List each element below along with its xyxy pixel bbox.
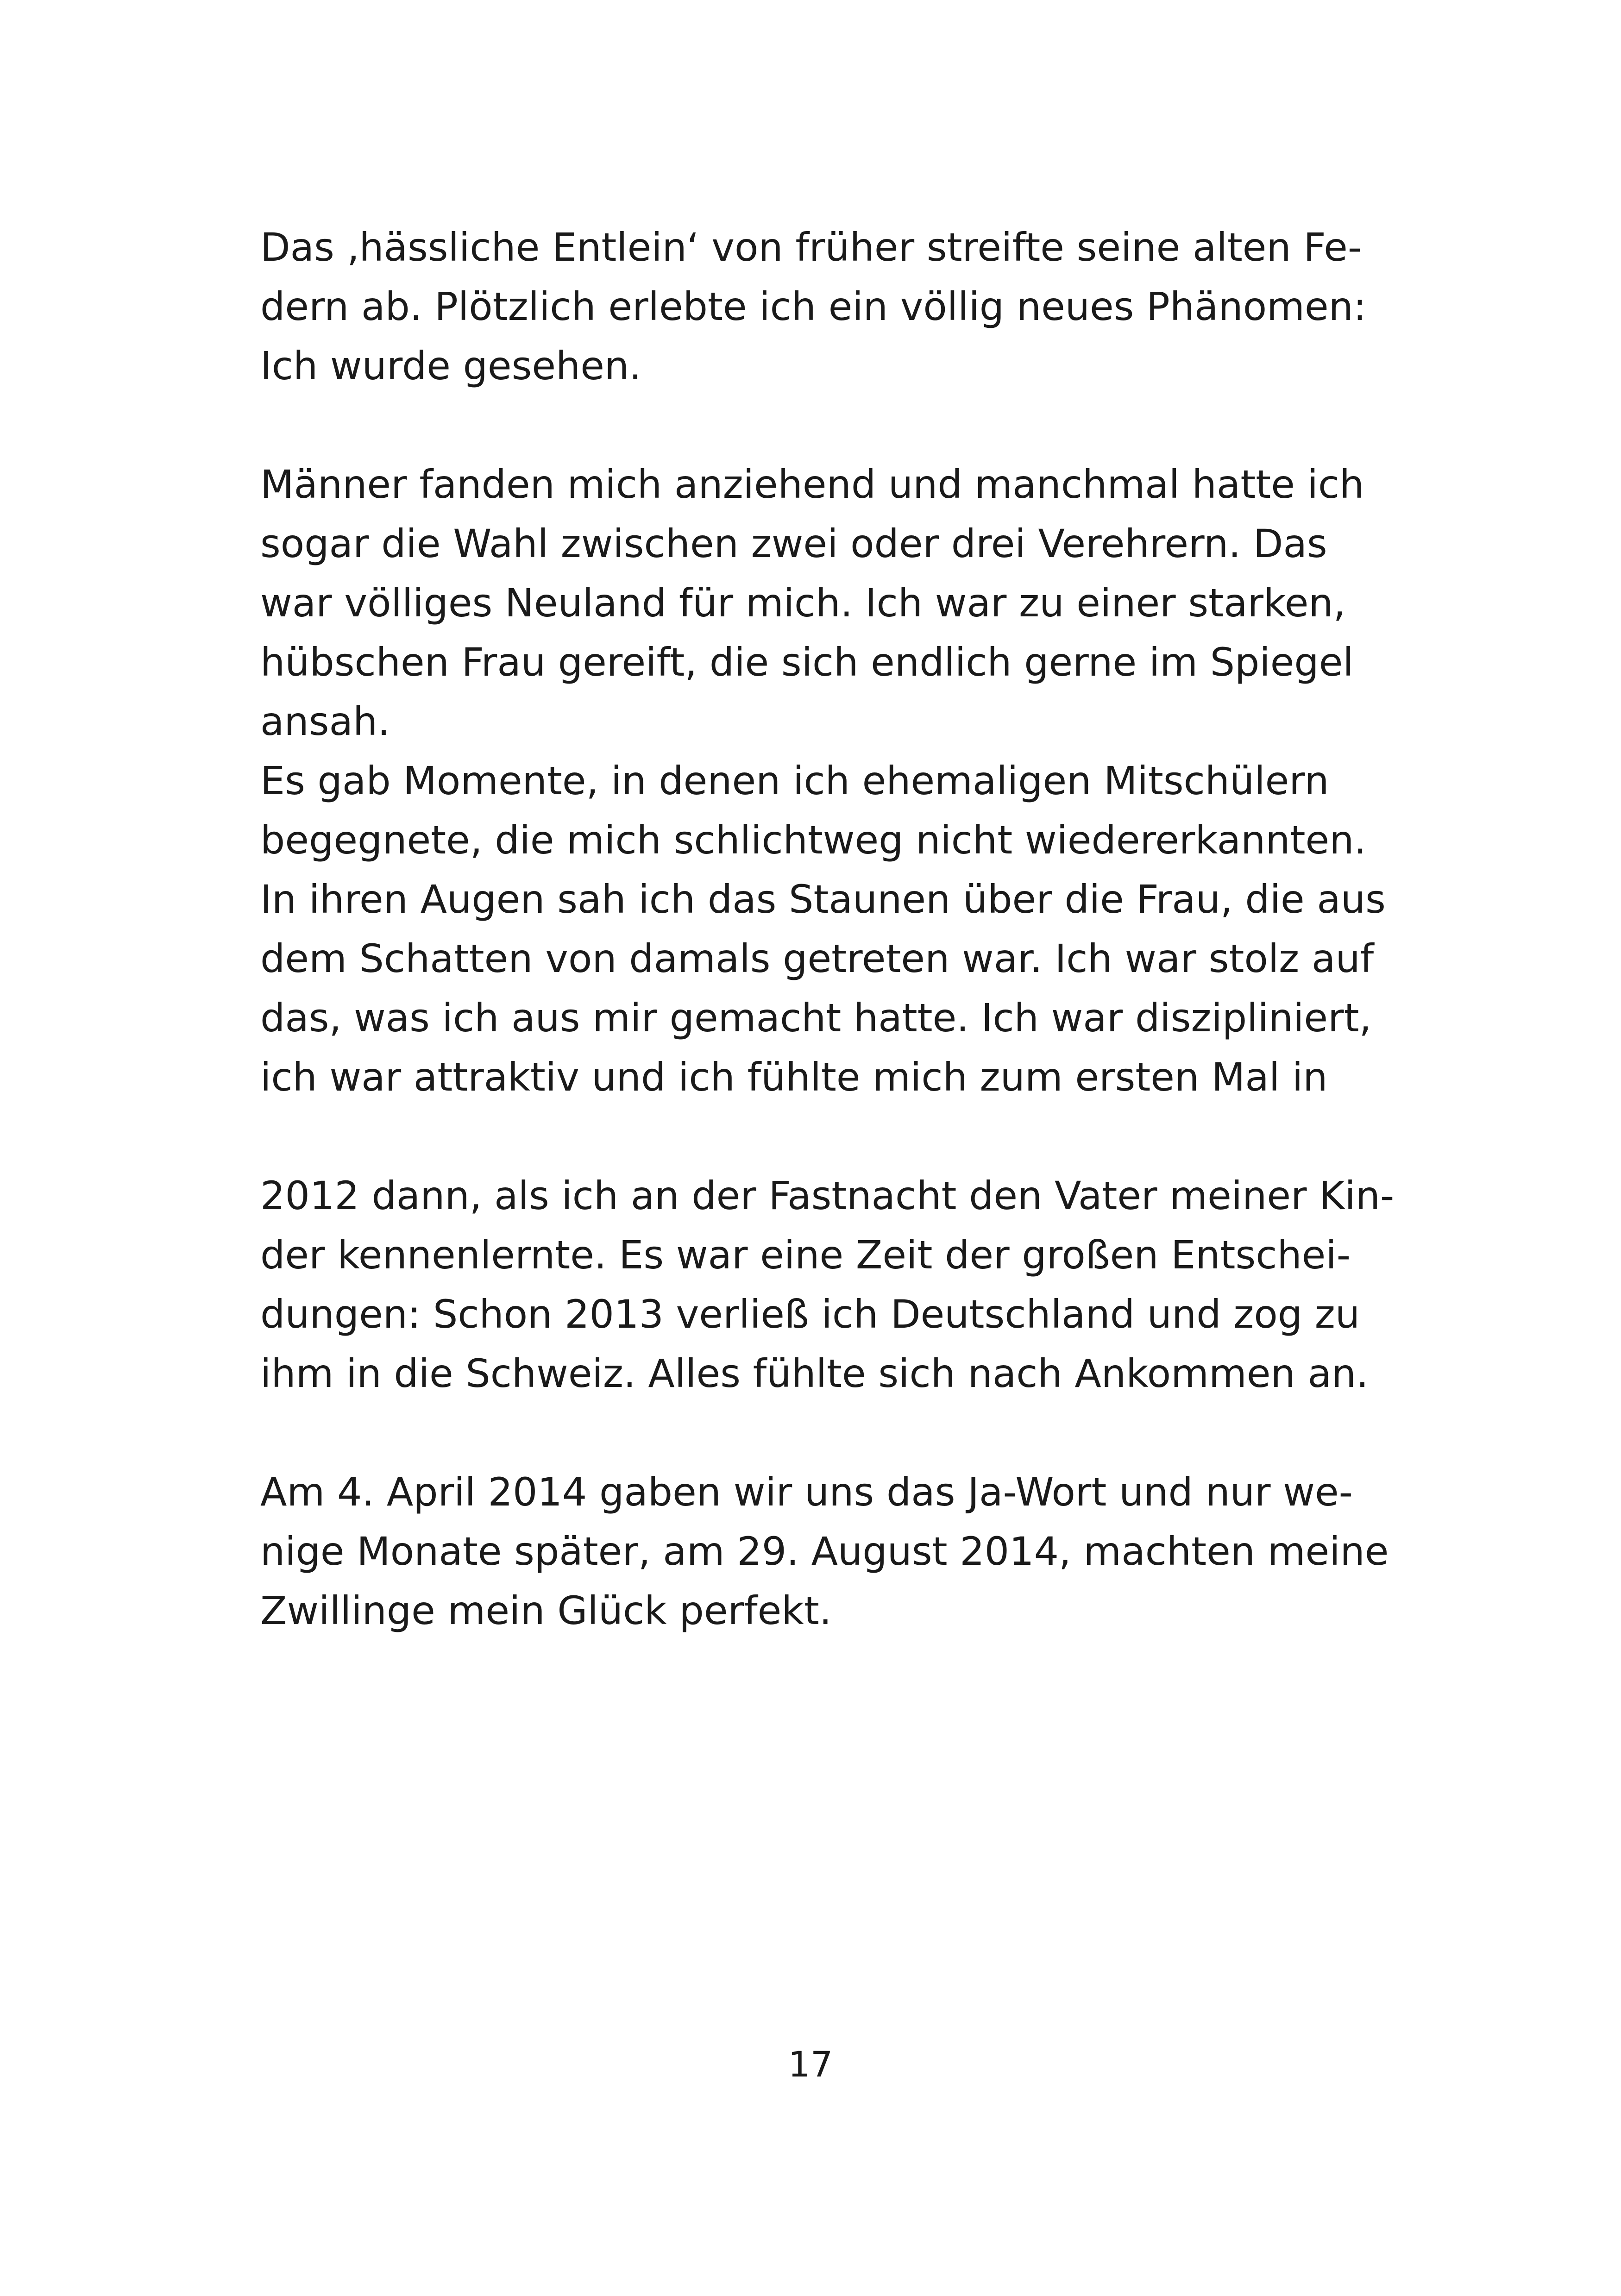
text-line: das, was ich aus mir gemacht hatte. Ich war diszipliniert,	[260, 995, 1372, 1041]
page-number: 17	[788, 2044, 833, 2085]
text-line: ansah.	[260, 699, 390, 744]
text-line: 2012 dann, als ich an der Fastnacht den Vater meiner Kin-	[260, 1173, 1395, 1218]
text-line: In ihren Augen sah ich das Staunen über die Frau, die aus	[260, 877, 1386, 922]
text-line: ich war attraktiv und ich fühlte mich zum ersten Mal in	[260, 1054, 1328, 1100]
text-line: sogar die Wahl zwischen zwei oder drei Verehrern. Das	[260, 521, 1327, 566]
paragraph-gap	[260, 1107, 1390, 1166]
text-line: begegnete, die mich schlichtweg nicht wiedererkannten.	[260, 817, 1367, 863]
text-line: ihm in die Schweiz. Alles fühlte sich nach Ankommen an.	[260, 1351, 1369, 1396]
body-text	[260, 218, 1395, 1640]
text-line: hübschen Frau gereift, die sich endlich gerne im Spiegel	[260, 640, 1354, 685]
text-line: Männer fanden mich anziehend und manchmal hatte ich	[260, 462, 1364, 507]
text-line: war völliges Neuland für mich. Ich war zu einer starken,	[260, 580, 1346, 626]
text-line: Es gab Momente, in denen ich ehemaligen Mitschülern	[260, 758, 1329, 803]
text-line: dem Schatten von damals getreten war. Ich war stolz auf	[260, 936, 1374, 981]
text-line: dern ab. Plötzlich erlebte ich ein völlig neues Phänomen:	[260, 284, 1367, 329]
text-line: Das ‚hässliche Entlein‘ von früher streifte seine alten Fe-	[260, 225, 1362, 270]
text-line: Ich wurde gesehen.	[260, 343, 641, 389]
text-line: der kennenlernte. Es war eine Zeit der großen Entschei-	[260, 1232, 1351, 1278]
text-line: Am 4. April 2014 gaben wir uns das Ja-Wort und nur we-	[260, 1469, 1353, 1515]
text-line: nige Monate später, am 29. August 2014, machten meine	[260, 1529, 1389, 1574]
text-line: dungen: Schon 2013 verließ ich Deutschland und zog zu	[260, 1292, 1360, 1337]
paragraph-gap	[260, 395, 1390, 455]
paragraph-gap	[260, 1403, 1390, 1462]
text-line: Zwillinge mein Glück perfekt.	[260, 1588, 832, 1633]
